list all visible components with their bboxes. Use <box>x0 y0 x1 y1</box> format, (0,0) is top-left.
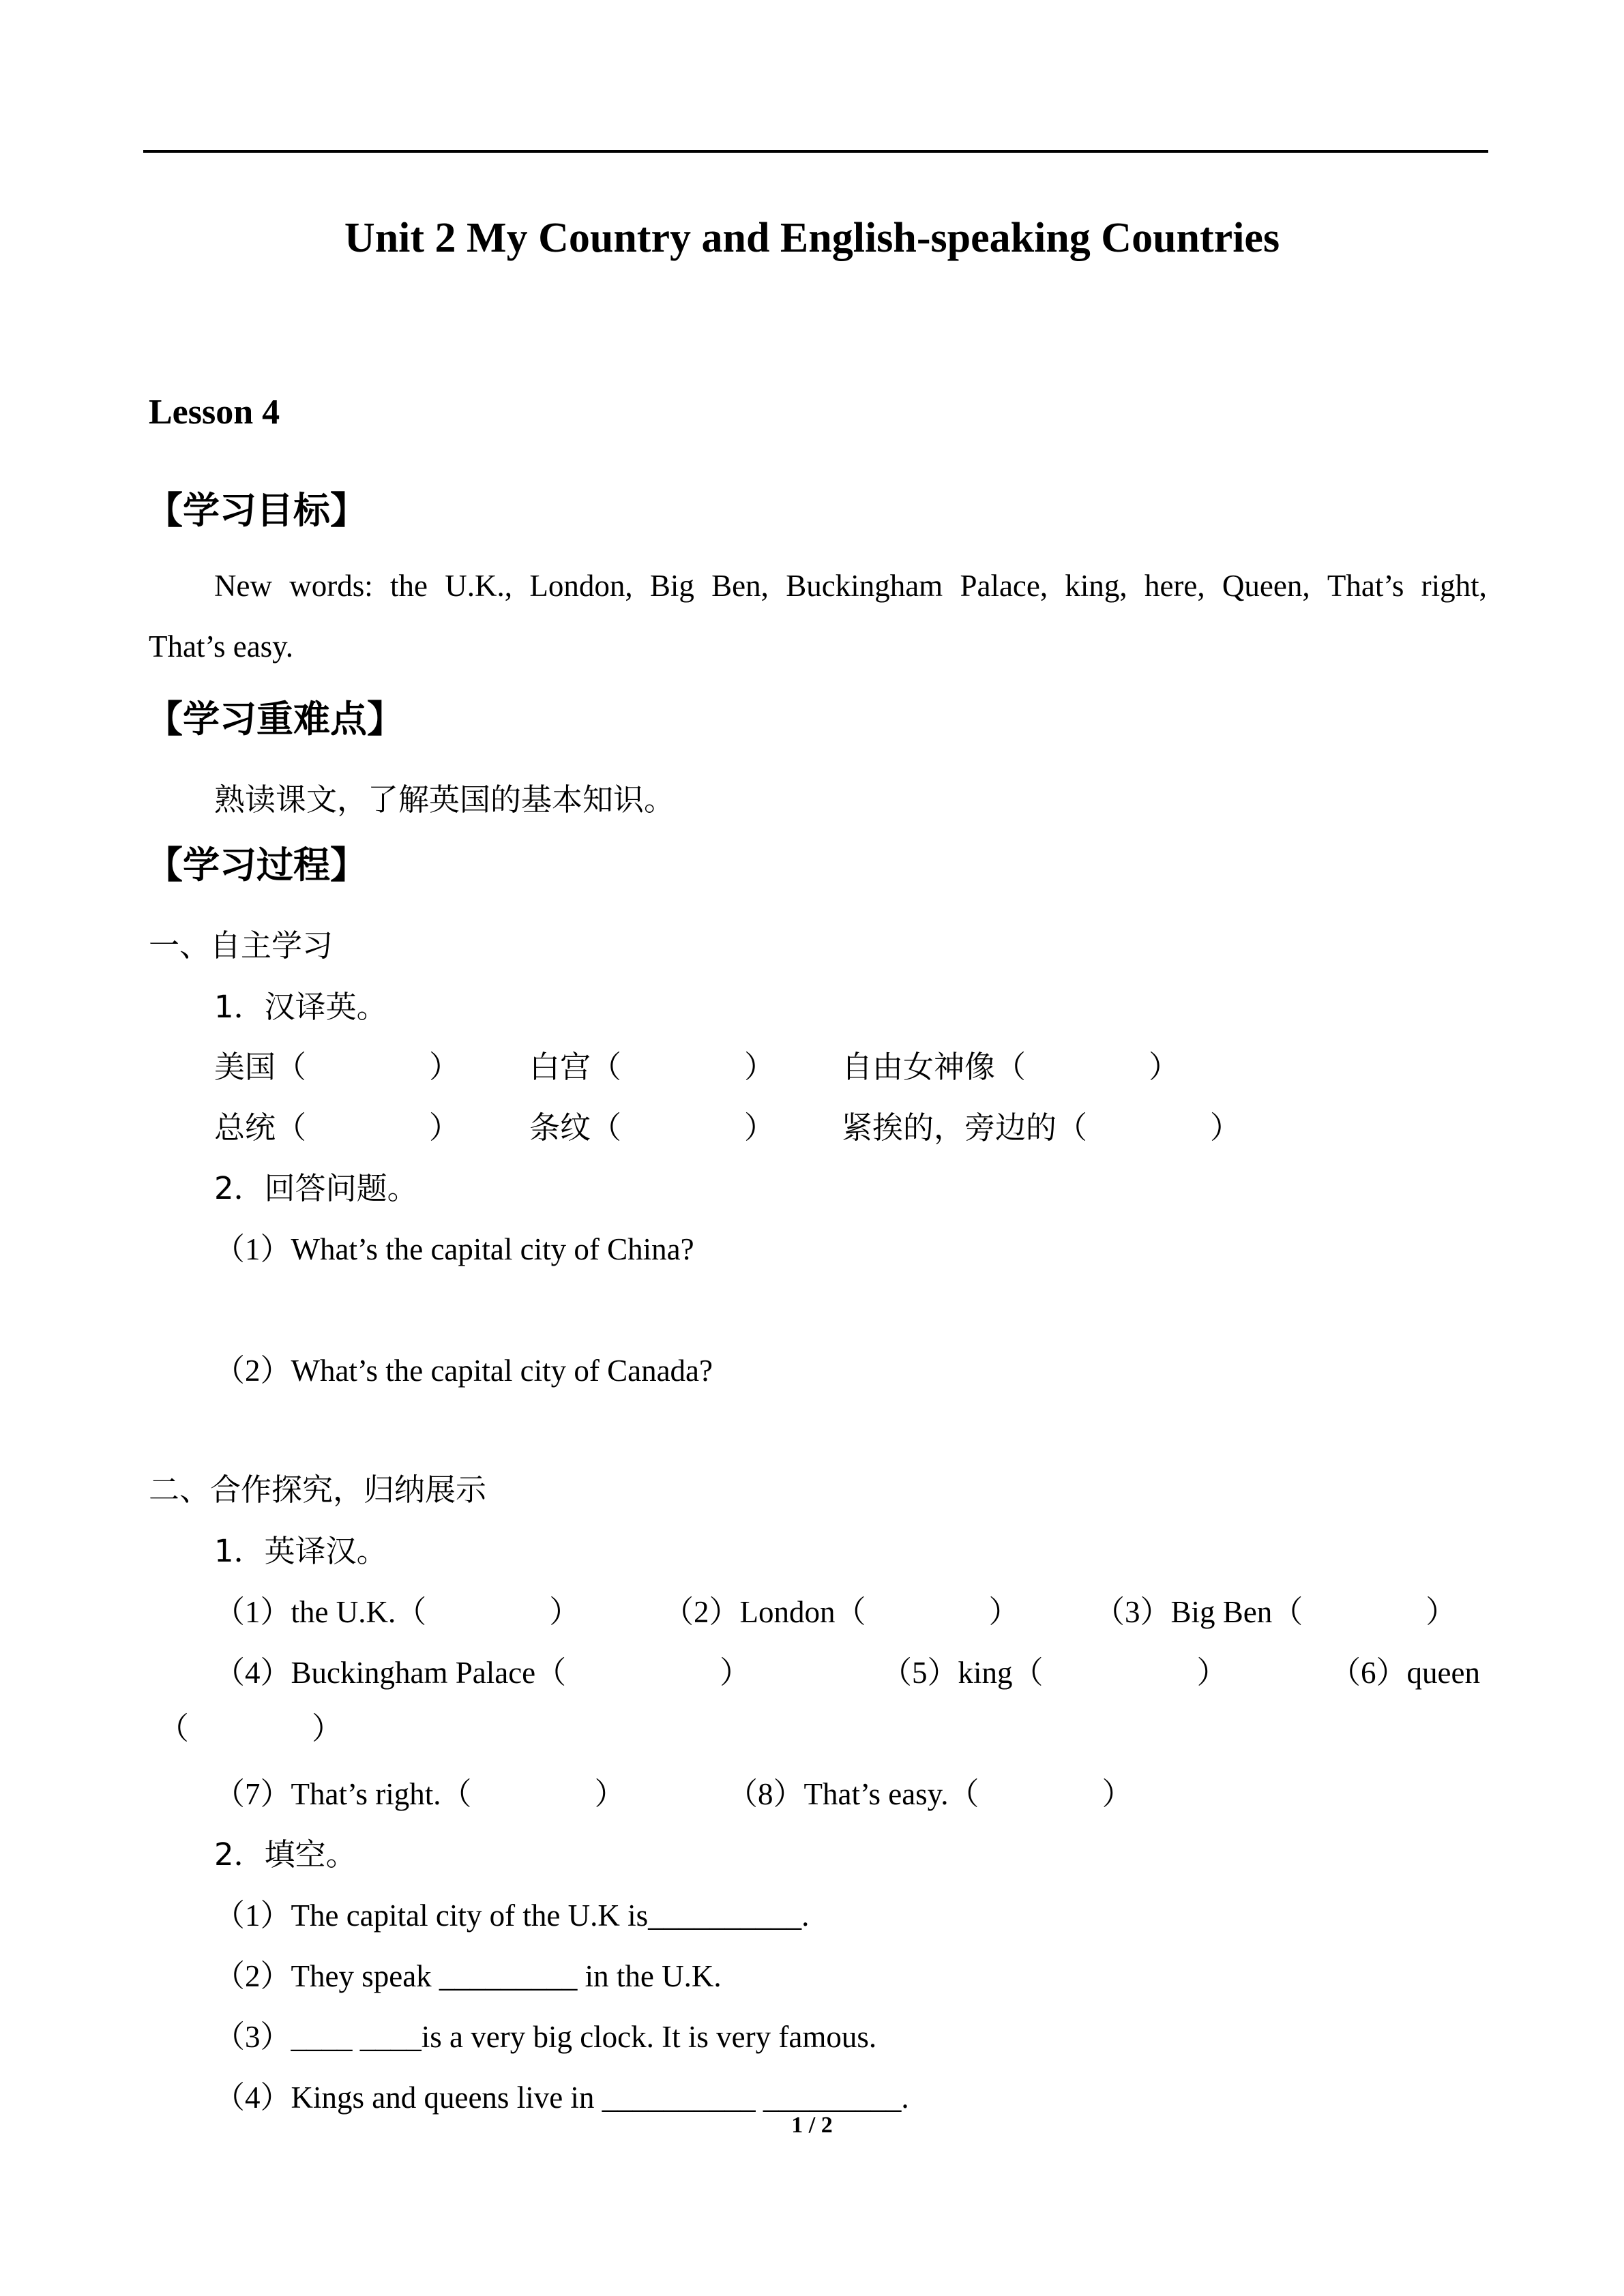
objectives-word: U.K., <box>445 569 513 603</box>
part1-q1-item: 白宫（ ） <box>529 1049 776 1085</box>
part1-q1-item: 美国（ ） <box>214 1049 460 1085</box>
part1-title: 一、自主学习 <box>149 927 334 964</box>
part1-q2-item: （2）What’s the capital city of Canada? <box>214 1354 713 1388</box>
objectives-word: king, <box>1065 569 1127 603</box>
page-title: Unit 2 My Country and English-speaking Countries <box>344 215 1280 261</box>
objectives-word: here, <box>1144 569 1205 603</box>
part2-q1-item: （2）London（ ） <box>663 1595 1020 1629</box>
process-heading: 【学习过程】 <box>146 844 367 886</box>
page-number: 1 / 2 <box>791 2113 833 2138</box>
part1-q2-title: 2．回答问题。 <box>214 1170 418 1206</box>
part2-q2-item: （4）Kings and queens live in __________ _________. <box>214 2081 909 2115</box>
objectives-word: Palace, <box>960 569 1048 603</box>
part2-q1-item: （8）That’s easy.（ ） <box>727 1777 1133 1811</box>
part1-q1-item: 总统（ ） <box>214 1109 460 1146</box>
objectives-word: right, <box>1421 569 1487 603</box>
part1-q1-item: 条纹（ ） <box>529 1109 776 1146</box>
part1-q1-item: 紧挨的，旁边的（ ） <box>842 1109 1241 1146</box>
part2-title: 二、合作探究，归纳展示 <box>149 1472 487 1508</box>
objectives-word: Buckingham <box>786 569 943 603</box>
part2-q1-item: （3）Big Ben（ ） <box>1094 1595 1457 1629</box>
objectives-word: London, <box>529 569 633 603</box>
part2-q2-title: 2．填空。 <box>214 1836 357 1873</box>
part2-q1-item-wrap: （ ） <box>158 1712 343 1746</box>
objectives-word: New <box>214 569 272 603</box>
objectives-word: That’s <box>1327 569 1404 603</box>
objectives-word: Big <box>649 569 694 603</box>
key-points-heading: 【学习重难点】 <box>146 698 404 741</box>
header-rule <box>143 150 1488 153</box>
part2-q1-item: （6）queen <box>1330 1656 1480 1690</box>
part2-q1-title: 1．英译汉。 <box>214 1533 387 1569</box>
part2-q1-item: （4）Buckingham Palace（ ） <box>214 1656 751 1690</box>
objectives-word: Ben, <box>711 569 769 603</box>
part2-q2-item: （1）The capital city of the U.K is__________. <box>214 1898 810 1933</box>
part1-q1-title: 1．汉译英。 <box>214 989 387 1025</box>
part1-q1-item: 自由女神像（ ） <box>842 1049 1180 1085</box>
part2-q1-item: （7）That’s right.（ ） <box>214 1777 625 1811</box>
objectives-word: Queen, <box>1222 569 1310 603</box>
part1-q2-item: （1）What’s the capital city of China? <box>214 1232 694 1266</box>
lesson-heading: Lesson 4 <box>149 393 280 432</box>
objectives-line-2: That’s easy. <box>149 629 294 664</box>
objectives-word: the <box>390 569 428 603</box>
part2-q1-item: （1）the U.K.（ ） <box>214 1595 580 1629</box>
objectives-heading: 【学习目标】 <box>146 489 367 532</box>
key-points-text: 熟读课文，了解英国的基本知识。 <box>214 781 675 818</box>
part2-q1-item: （5）king（ ） <box>881 1656 1228 1690</box>
objectives-line-1 <box>214 568 1487 603</box>
objectives-word: words: <box>289 569 373 603</box>
part2-q2-item: （3）____ ____is a very big clock. It is very famous. <box>214 2020 877 2054</box>
part2-q2-item: （2）They speak _________ in the U.K. <box>214 1959 722 1993</box>
